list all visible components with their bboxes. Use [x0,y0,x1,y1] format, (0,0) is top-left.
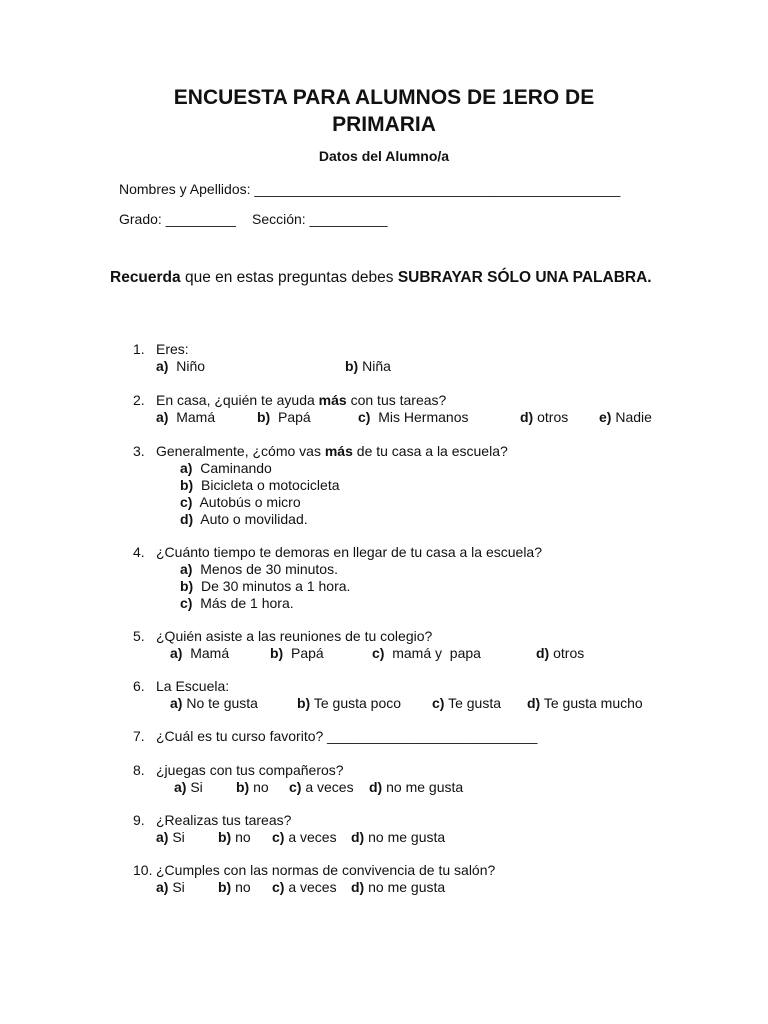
option-d[interactable] [527,695,643,712]
question-number: 1. [133,341,145,357]
question-text-bold: más [324,443,353,459]
option-letter: a) [180,561,193,577]
option-letter: d) [180,511,194,527]
option-b[interactable] [257,409,311,426]
option-text: Te gusta [448,695,502,711]
option-d[interactable] [351,829,445,846]
option-letter: a) [156,409,169,425]
option-a[interactable] [170,645,229,662]
option-c[interactable] [289,779,354,796]
question-text: La Escuela: [156,678,230,694]
option-text: Caminando [200,460,272,476]
option-text: Si [190,779,203,795]
option-text: Nadie [615,409,652,425]
option-text: otros [553,645,585,661]
option-d[interactable] [180,511,308,528]
option-letter: a) [156,879,169,895]
option-letter: d) [536,645,550,661]
option-c[interactable] [272,829,337,846]
option-a[interactable] [156,409,215,426]
question-number: 8. [133,762,145,778]
option-c[interactable] [272,879,337,896]
option-c[interactable] [358,409,468,426]
option-letter: a) [174,779,187,795]
option-text: no [235,829,251,845]
option-text: Menos de 30 minutos. [200,561,338,577]
question-number: 9. [133,812,145,828]
option-text: Bicicleta o motocicleta [201,477,340,493]
option-text: Auto o movilidad. [200,511,308,527]
option-b[interactable] [180,578,350,595]
option-a[interactable] [180,561,338,578]
option-text: a veces [288,829,337,845]
option-text: Papá [278,409,311,425]
option-text: a veces [288,879,337,895]
option-d[interactable] [369,779,463,796]
option-text: Te gusta poco [313,695,402,711]
option-text: no me gusta [386,779,464,795]
option-text: Si [172,879,185,895]
option-c[interactable] [180,494,301,511]
question-text-post: con tus tareas? [346,392,447,408]
option-letter: d) [520,409,534,425]
option-letter: a) [170,695,183,711]
option-letter: a) [156,829,169,845]
section-subtitle: Datos del Alumno/a [318,148,450,164]
question-text: ¿juegas con tus compañeros? [156,762,344,778]
option-text: Mis Hermanos [378,409,469,425]
grade-field[interactable]: Grado: _________ [119,211,236,227]
option-c[interactable] [432,695,501,712]
option-d[interactable] [536,645,584,662]
option-letter: d) [369,779,383,795]
option-text: Niño [176,358,206,374]
option-letter: b) [180,578,194,594]
option-text: Mamá [190,645,230,661]
option-text: otros [537,409,569,425]
option-text: Autobús o micro [199,494,301,510]
option-letter: c) [372,645,385,661]
section-field[interactable]: Sección: __________ [252,211,388,227]
option-b[interactable] [218,879,251,896]
option-b[interactable] [180,477,340,494]
option-text: Mamá [176,409,216,425]
page-title [0,84,768,138]
option-letter: b) [218,879,232,895]
option-letter: b) [345,358,359,374]
option-letter: b) [236,779,250,795]
option-b[interactable] [270,645,324,662]
question-text: ¿Quién asiste a las reuniones de tu colegio? [156,628,433,644]
option-text: no [253,779,269,795]
option-text: mamá y papa [392,645,481,661]
option-text: a veces [305,779,354,795]
option-a[interactable] [170,695,258,712]
favorite-course-field[interactable]: ¿Cuál es tu curso favorito? ___________________________ [156,728,538,744]
option-letter: c) [272,879,285,895]
option-letter: c) [180,595,193,611]
question-text: ¿Realizas tus tareas? [156,812,292,828]
question-text: ¿Cumples con las normas de convivencia de tu salón? [156,862,496,878]
option-letter: e) [599,409,612,425]
option-letter: d) [351,879,365,895]
question-number: 5. [133,628,145,644]
option-text: Papá [291,645,324,661]
option-d[interactable] [520,409,568,426]
question-number: 10. [133,862,153,878]
option-letter: c) [272,829,285,845]
option-b[interactable] [297,695,401,712]
option-text: no me gusta [368,829,446,845]
option-a[interactable] [156,879,185,896]
option-text: Te gusta mucho [543,695,643,711]
option-letter: c) [358,409,371,425]
option-text: no [235,879,251,895]
option-text: Si [172,829,185,845]
option-letter: c) [289,779,302,795]
question-text-pre: En casa, ¿quién te ayuda [156,392,319,408]
option-letter: a) [156,358,169,374]
option-b[interactable] [345,358,391,375]
title-line-1: ENCUESTA PARA ALUMNOS DE 1ERO DE [173,86,595,109]
option-letter: b) [218,829,232,845]
question-number: 3. [133,443,145,459]
option-b[interactable] [218,829,251,846]
option-letter: d) [351,829,365,845]
reminder-lead: Recuerda [110,269,181,286]
reminder-emphasis: SUBRAYAR SÓLO UNA PALABRA. [397,269,652,286]
option-a[interactable] [174,779,203,796]
option-letter: b) [180,477,194,493]
question-text-pre: Generalmente, ¿cómo vas [156,443,325,459]
question-text-post: de tu casa a la escuela? [352,443,508,459]
option-text: no me gusta [368,879,446,895]
option-text: De 30 minutos a 1 hora. [201,578,351,594]
option-letter: c) [180,494,193,510]
option-d[interactable] [351,879,445,896]
option-text: Niña [362,358,391,374]
option-letter: c) [432,695,445,711]
title-line-2: PRIMARIA [332,113,436,136]
question-number: 2. [133,392,145,408]
option-letter: b) [270,645,284,661]
names-field[interactable]: Nombres y Apellidos: _______________________________________________ [119,181,621,197]
reminder-text: que en estas preguntas debes [180,269,398,286]
option-letter: a) [170,645,183,661]
option-e[interactable] [599,409,652,426]
question-number: 6. [133,678,145,694]
option-text: No te gusta [186,695,258,711]
option-a[interactable] [180,460,272,477]
option-c[interactable] [180,595,294,612]
option-text: Más de 1 hora. [200,595,294,611]
option-b[interactable] [236,779,269,796]
option-letter: b) [257,409,271,425]
option-c[interactable] [372,645,481,662]
question-text [156,443,508,460]
question-number: 4. [133,544,145,560]
option-a[interactable] [156,829,185,846]
option-letter: d) [527,695,541,711]
option-letter: a) [180,460,193,476]
question-text: ¿Cuánto tiempo te demoras en llegar de tu casa a la escuela? [156,544,543,560]
question-number: 7. [133,728,145,744]
instructions [110,268,670,288]
question-text [156,392,446,409]
question-text: Eres: [156,341,189,357]
option-a[interactable] [156,358,205,375]
question-text-bold: más [318,392,347,408]
option-letter: b) [297,695,311,711]
